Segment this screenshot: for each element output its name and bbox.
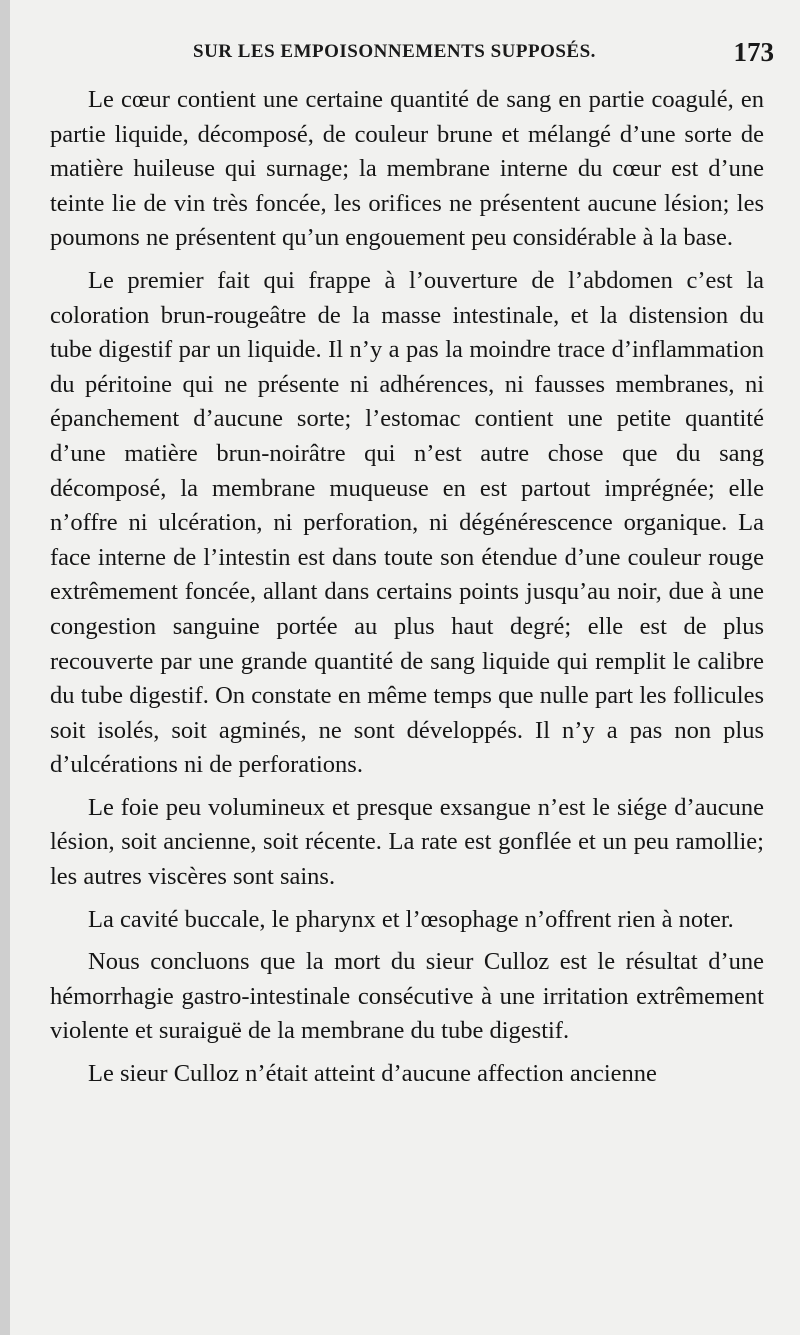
page-header [10,37,800,67]
paragraph-conclusion: Nous concluons que la mort du sieur Culloz est le résultat d’une hémorrhagie gastro-intestinale consécutive à une irritation extrêmement violente et suraiguë de la membrane du tube digestif. [50,948,764,1045]
body-text [50,83,764,1100]
running-head: SUR LES EMPOISONNEMENTS SUPPOSÉS. [193,41,596,62]
paragraph-liver: Le foie peu volumineux et presque exsangue n’est le siége d’aucune lésion, soit ancienne, soit récente. La rate est gonflée et un peu ramollie; les autres viscères sont sains. [50,793,764,891]
paragraph-heart: Le cœur contient une certaine quantité de sang en partie coagulé, en partie liquide, décomposé, de couleur brune et mélangé d’une sorte de matière huileuse qui surnage; la membrane interne du cœur est d’une teinte lie de vin très foncée, les orifices ne présentent aucune lésion; les poumons ne présentent qu’un engouement peu considérable à la base. [50,86,764,252]
paragraph-history: Le sieur Culloz n’était atteint d’aucune affection ancienne [88,1060,657,1088]
paragraph-abdomen: Le premier fait qui frappe à l’ouverture de l’abdomen c’est la coloration brun-rougeâtre de la masse intestinale, et la distension du tube digestif par un liquide. Il n’y a pas la moindre trace d’inflammation du péritoine qui ne présente ni adhérences, ni fausses membranes, ni épanchement d’aucune sorte; l’estomac contient une petite quantité d’une matière brun-noirâtre qui n’est autre chose que du sang décomposé, la membrane muqueuse en est partout imprégnée; elle n’offre ni ulcération, ni perforation, ni dégénérescence organique. La face interne de l’intestin est dans toute son étendue d’une couleur rouge extrêmement foncée, allant dans certains points jusqu’au noir, due à une congestion sanguine portée au plus haut degré; elle est de plus recouverte par une grande quantité de sang liquide qui remplit le calibre du tube digestif. On constate en même temps que nulle part les follicules soit isolés, soit agminés, ne sont développés. Il n’y a pas non plus d’ulcérations ni de perforations. [50,266,764,779]
page-number: 173 [733,37,774,67]
paragraph-mouth: La cavité buccale, le pharynx et l’œsophage n’offrent rien à noter. [88,905,734,933]
